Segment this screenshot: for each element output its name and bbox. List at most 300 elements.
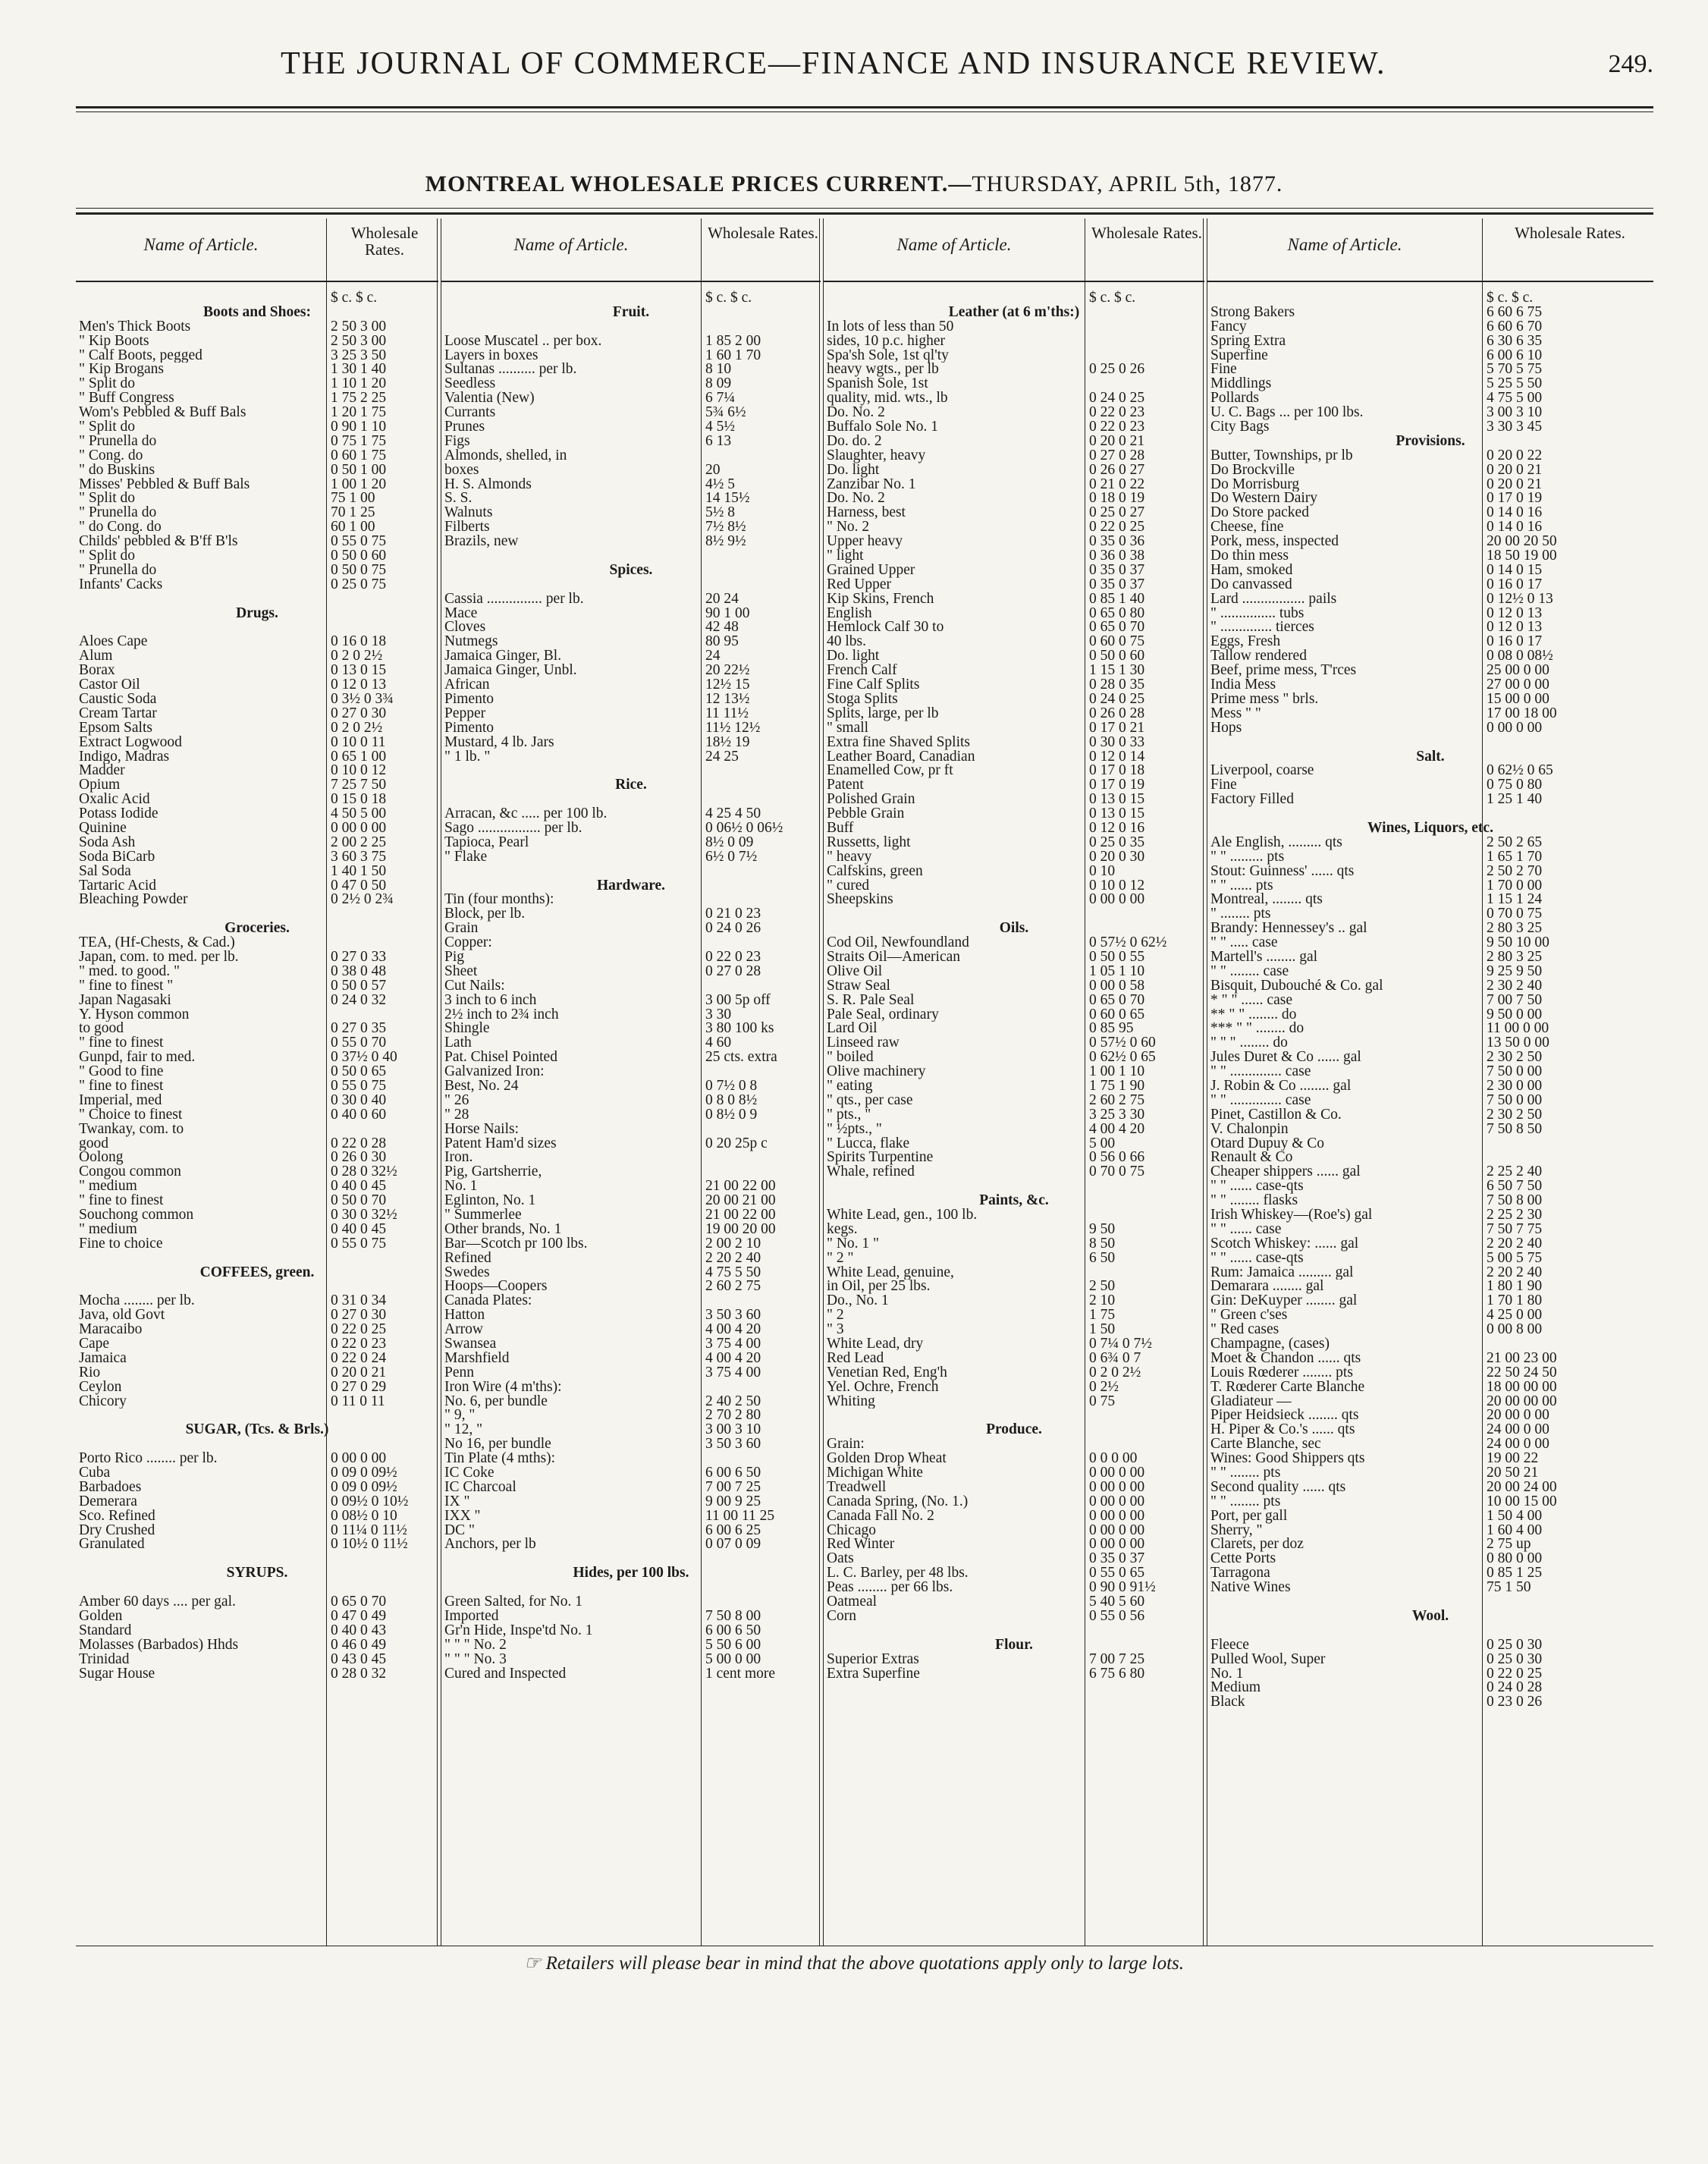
price-row: [1207, 1581, 1653, 1595]
wholesale-rate: 8½ 0 09: [705, 834, 754, 850]
price-row: [824, 1380, 1204, 1395]
wholesale-rate: 2 30 2 50: [1487, 1106, 1543, 1123]
article-name: Figs: [444, 434, 470, 449]
price-row: [76, 1638, 438, 1653]
wholesale-rate: 0 00 0 00: [331, 819, 387, 836]
wholesale-rate: 0 09 0 09½: [331, 1465, 397, 1481]
wholesale-rate: 0 24 0 25: [1089, 390, 1145, 407]
price-row: [824, 1337, 1204, 1352]
article-name: " Choice to finest: [79, 1107, 183, 1123]
price-row: [441, 320, 821, 334]
article-name: Boots and Shoes:: [203, 305, 311, 320]
article-name: Spanish Sole, 1st: [827, 377, 928, 392]
article-name: Venetian Red, Eng'h: [827, 1365, 947, 1380]
wholesale-rate: 6 7¼: [705, 390, 735, 407]
wholesale-rate: 0 26 0 28: [1089, 705, 1145, 721]
wholesale-rate: 0 6¾ 0 7: [1089, 1349, 1141, 1366]
article-name: Almonds, shelled, in: [444, 448, 567, 463]
wholesale-rate: 4½ 5: [705, 476, 735, 492]
article-name: Pale Seal, ordinary: [827, 1007, 939, 1022]
wholesale-rate: 0 20 0 21: [331, 1364, 387, 1380]
article-name: " " ...... case-qts: [1210, 1179, 1304, 1195]
article-name: Moet & Chandon ...... qts: [1210, 1351, 1361, 1366]
article-name: Y. Hyson common: [79, 1007, 190, 1022]
article-name: " No. 2: [827, 520, 870, 536]
wholesale-rate: 6 00 6 50: [705, 1465, 761, 1481]
article-name: Tarragona: [1210, 1566, 1270, 1581]
article-name: " do Cong. do: [79, 520, 162, 536]
price-row: [441, 1581, 821, 1595]
article-name: Cette Ports: [1210, 1552, 1276, 1567]
article-name: Prime mess " brls.: [1210, 692, 1319, 707]
price-row: [441, 836, 821, 850]
price-row: [441, 1395, 821, 1409]
price-row: [76, 492, 438, 506]
article-name: " Prunella do: [79, 506, 157, 521]
wholesale-rate: 24 00 0 00: [1487, 1421, 1549, 1438]
wholesale-rate: 25 00 0 00: [1487, 662, 1549, 679]
price-row: [824, 1667, 1204, 1682]
column-header: [824, 218, 1204, 282]
price-row: [1207, 721, 1653, 736]
article-name: " .............. tierces: [1210, 620, 1314, 636]
article-name: Superfine: [1210, 348, 1268, 363]
price-row: [441, 520, 821, 535]
price-row: [1207, 850, 1653, 865]
section-heading: [824, 1638, 1204, 1653]
price-row: [76, 850, 438, 865]
wholesale-rate: 24: [705, 648, 721, 664]
price-row: [76, 1380, 438, 1395]
wholesale-rate: 1 40 1 50: [331, 862, 387, 879]
price-row: [824, 1624, 1204, 1638]
price-row: [76, 561, 438, 578]
article-name: Drugs.: [236, 606, 278, 621]
wholesale-rate: 0 40 0 60: [331, 1106, 387, 1123]
price-row: [76, 1123, 438, 1137]
wholesale-rate: 7 50 8 00: [705, 1607, 761, 1624]
wholesale-rate: 6 00 6 10: [1487, 347, 1543, 363]
article-name: Superior Extras: [827, 1652, 919, 1667]
article-name: Cape: [79, 1337, 110, 1352]
article-name: Middlings: [1210, 377, 1272, 392]
price-row: [441, 1437, 821, 1452]
price-row: [824, 1509, 1204, 1524]
wholesale-rate: 0 10 0 11: [331, 733, 386, 750]
price-row: [441, 1595, 821, 1610]
price-row: [76, 836, 438, 850]
price-row: [824, 1137, 1204, 1151]
wholesale-rate: 0 27 0 28: [1089, 447, 1145, 463]
price-row: [1207, 1595, 1653, 1610]
article-name: Infants' Cacks: [79, 577, 163, 592]
article-name: Whiting: [827, 1394, 875, 1409]
wholesale-rate: 0 90 0 91½: [1089, 1579, 1156, 1596]
article-name: Cut Nails:: [444, 978, 505, 994]
section-heading: [76, 922, 438, 936]
article-name: * " " ...... case: [1210, 993, 1292, 1008]
article-name: Sheet: [444, 964, 478, 979]
wholesale-rate: 0 26 0 30: [331, 1149, 387, 1166]
article-name: Carte Blanche, sec: [1210, 1437, 1321, 1453]
wholesale-rate: 6½ 0 7½: [705, 848, 758, 865]
article-name: Walnuts: [444, 506, 493, 521]
article-name: Other brands, No. 1: [444, 1222, 562, 1237]
wholesale-rate: 0 56 0 66: [1089, 1149, 1145, 1166]
article-name: Cod Oil, Newfoundland: [827, 936, 969, 950]
article-name: Do. No. 2: [827, 406, 885, 421]
article-name: Anchors, per lb: [444, 1537, 536, 1553]
article-name: " ........ pts: [1210, 907, 1271, 922]
article-name: " " .............. case: [1210, 1093, 1311, 1108]
article-name: S. S.: [444, 492, 473, 507]
price-row: [76, 578, 438, 592]
price-row: [824, 1650, 1204, 1667]
price-row: [824, 664, 1204, 678]
wholesale-rate: 0 28 0 32: [331, 1665, 387, 1682]
price-row: [824, 907, 1204, 922]
wholesale-rate: 7 50 8 00: [1487, 1192, 1543, 1209]
wholesale-rate: 3 00 3 10: [705, 1421, 761, 1438]
page-number: 249.: [1608, 50, 1653, 78]
price-row: [1207, 1423, 1653, 1437]
price-row: [441, 707, 821, 721]
article-name: Slaughter, heavy: [827, 448, 926, 463]
article-name: " Split do: [79, 377, 136, 392]
wholesale-rate: 2 20 2 40: [1487, 1235, 1543, 1252]
wholesale-rate: 0 60 1 75: [331, 447, 387, 463]
price-row: [76, 478, 438, 492]
article-name: Wool.: [1411, 1609, 1449, 1624]
wholesale-rate: 0 35 0 36: [1089, 533, 1145, 550]
article-name: " fine to finest: [79, 1079, 164, 1094]
price-row: [1207, 520, 1653, 535]
article-name: " ............... tubs: [1210, 606, 1305, 621]
article-name: IXX ": [444, 1509, 481, 1524]
wholesale-rate: 27 00 0 00: [1487, 677, 1549, 693]
price-row: [824, 1079, 1204, 1094]
article-name: V. Chalonpin: [1210, 1122, 1289, 1137]
wholesale-rate: 0 20 0 30: [1089, 848, 1145, 865]
article-name: Jamaica: [79, 1351, 127, 1366]
article-name: Pollards: [1210, 391, 1259, 407]
article-name: " 3: [827, 1323, 844, 1338]
price-row: [1207, 1452, 1653, 1466]
price-row: [76, 592, 438, 607]
price-row: [441, 607, 821, 621]
wholesale-rate: 6 75 6 80: [1089, 1665, 1145, 1682]
price-row: [441, 1323, 821, 1337]
price-row: [76, 1552, 438, 1566]
price-row: [441, 1409, 821, 1423]
article-name: " fine to finest: [79, 1036, 164, 1051]
article-name: Provisions.: [1396, 434, 1465, 449]
price-row: [1207, 1208, 1653, 1223]
article-name: Castor Oil: [79, 678, 140, 693]
journal-title: THE JOURNAL OF COMMERCE—FINANCE AND INSURANCE REVIEW.: [281, 46, 1386, 81]
article-name: Do. light: [827, 463, 880, 478]
price-row: [441, 377, 821, 391]
wholesale-rate: 7½ 8½: [705, 519, 746, 536]
price-row: [824, 320, 1204, 334]
price-row: [441, 620, 821, 635]
wholesale-rate: 9 50: [1089, 1220, 1116, 1237]
article-name: Cuba: [79, 1466, 111, 1481]
wholesale-rate: 0 65 0 70: [1089, 619, 1145, 636]
price-row: [1207, 420, 1653, 435]
wholesale-rate: 3 75 4 00: [705, 1336, 761, 1352]
price-row: [824, 1308, 1204, 1323]
wholesale-rate: 0 00 0 00: [1089, 1493, 1145, 1509]
wholesale-rate: 3 30 3 45: [1487, 419, 1543, 435]
price-row: [824, 506, 1204, 520]
wholesale-rate: 6 50 7 50: [1487, 1178, 1543, 1195]
article-name: Brandy: Hennessey's .. gal: [1210, 922, 1367, 937]
article-name: " boiled: [827, 1051, 874, 1066]
price-row: [1207, 649, 1653, 664]
article-name: Spirits Turpentine: [827, 1151, 934, 1166]
price-row: [441, 907, 821, 922]
wholesale-rate: 0 00 0 00: [1089, 1465, 1145, 1481]
article-name: " Flake: [444, 850, 488, 865]
article-name: Liverpool, coarse: [1210, 764, 1314, 779]
price-row: [441, 764, 821, 778]
wholesale-rate: 2 80 3 25: [1487, 920, 1543, 937]
price-list-subtitle: [0, 171, 1708, 197]
price-row: [1207, 862, 1653, 879]
article-name: Do Morrisburg: [1210, 477, 1300, 492]
wholesale-rate: 0 24 0 25: [1089, 690, 1145, 707]
wholesale-rate: 0 13 0 15: [1089, 806, 1145, 822]
article-name: Oatmeal: [827, 1595, 878, 1610]
wholesale-rate: 0 12 0 13: [1487, 605, 1543, 621]
price-row: [76, 893, 438, 907]
article-name: Pimento: [444, 721, 495, 736]
wholesale-rate: 0 00 0 00: [1089, 1522, 1145, 1538]
article-name: Demarara ........ gal: [1210, 1280, 1324, 1295]
wholesale-rate: 6 13: [705, 432, 732, 449]
article-name: Gr'n Hide, Inspe'td No. 1: [444, 1623, 593, 1638]
wholesale-rate: 3 60 3 75: [331, 848, 387, 865]
price-row: [824, 1581, 1204, 1595]
wholesale-rate: 4 00 4 20: [705, 1349, 761, 1366]
article-name: Wines, Liquors, etc.: [1367, 821, 1493, 836]
price-row: [1207, 1008, 1653, 1022]
wholesale-rate: 0 15 0 18: [331, 791, 387, 808]
wholesale-rate: 0 80 0 00: [1487, 1550, 1543, 1567]
wholesale-rate: 0 00 0 58: [1089, 977, 1145, 994]
wholesale-rate: 0 55 0 70: [331, 1035, 387, 1051]
article-name: Tin (four months):: [444, 893, 554, 908]
wholesale-rate: 2 30 2 50: [1487, 1049, 1543, 1066]
wholesale-rate: 0 27 0 30: [331, 705, 387, 721]
wholesale-rate: 80 95: [705, 633, 739, 650]
article-name: Stout: Guinness' ...... qts: [1210, 864, 1355, 879]
wholesale-rate: 0 25 0 27: [1089, 504, 1145, 521]
article-name: " No. 1 ": [827, 1236, 880, 1252]
article-name: Copper:: [444, 936, 492, 950]
section-heading: [824, 306, 1204, 320]
wholesale-rate: 5 25 5 50: [1487, 375, 1543, 392]
wholesale-rate: 20 00 0 00: [1487, 1407, 1549, 1424]
price-row: [824, 690, 1204, 707]
article-name: quality, mid. wts., lb: [827, 391, 948, 407]
wholesale-rate: 7 50 7 75: [1487, 1220, 1543, 1237]
wholesale-rate: 0 60 0 75: [1089, 633, 1145, 650]
article-name: Congou common: [79, 1165, 181, 1180]
wholesale-rate: 10 00 15 00: [1487, 1493, 1557, 1509]
price-row: [441, 1137, 821, 1151]
price-row: [824, 1165, 1204, 1179]
price-row: [1207, 1566, 1653, 1581]
article-name: Demerara: [79, 1494, 137, 1509]
wholesale-rate: 0 12½ 0 13: [1487, 590, 1553, 607]
article-name: Spices.: [609, 563, 653, 578]
wholesale-rate: 0 43 0 45: [331, 1650, 387, 1667]
article-name: India Mess: [1210, 678, 1276, 693]
price-row: [1207, 1366, 1653, 1380]
article-name: Do Brockville: [1210, 463, 1295, 478]
price-row: [824, 764, 1204, 778]
wholesale-rate: 1 cent more: [705, 1665, 776, 1682]
price-row: [441, 1452, 821, 1466]
article-name: 2½ inch to 2¾ inch: [444, 1007, 559, 1022]
name-of-article-heading: Name of Article.: [513, 235, 629, 254]
price-row: [824, 1437, 1204, 1452]
price-row: [824, 778, 1204, 793]
price-row: [441, 1280, 821, 1294]
price-row: [1207, 778, 1653, 793]
wholesale-rate: 0 50 0 57: [331, 977, 387, 994]
article-name: 40 lbs.: [827, 635, 867, 650]
wholesale-rate: 2 25 2 30: [1487, 1207, 1543, 1223]
price-row: [824, 707, 1204, 721]
price-row: [441, 721, 821, 736]
price-row: [76, 1252, 438, 1266]
article-name: Groceries.: [224, 922, 290, 937]
article-name: Do thin mess: [1210, 549, 1289, 564]
price-row: [1207, 1249, 1653, 1266]
article-name: COFFEES, green.: [199, 1265, 315, 1280]
wholesale-rate: 6 60 6 75: [1487, 303, 1543, 320]
wholesale-rate: 2 30 2 40: [1487, 977, 1543, 994]
article-name: Dry Crushed: [79, 1523, 155, 1538]
price-row: [824, 750, 1204, 765]
wholesale-rate: 0 55 0 75: [331, 1235, 387, 1252]
price-row: [824, 1466, 1204, 1481]
price-row: [1207, 736, 1653, 750]
article-name: " eating: [827, 1079, 873, 1094]
wholesale-rate: 0 40 0 43: [331, 1622, 387, 1638]
article-name: Oils.: [999, 922, 1029, 937]
price-row: [1207, 1179, 1653, 1194]
wholesale-rate: 8½ 9½: [705, 533, 746, 550]
article-name: Lard ................. pails: [1210, 592, 1337, 607]
wholesale-rate: 5 00 5 75: [1487, 1249, 1543, 1266]
article-name: *** " " ........ do: [1210, 1022, 1305, 1037]
wholesale-rate: 1 60 4 00: [1487, 1522, 1543, 1538]
article-name: City Bags: [1210, 420, 1270, 435]
wholesale-rate: 0 11¼ 0 11½: [331, 1522, 407, 1538]
article-name: No. 1: [444, 1179, 478, 1195]
article-name: " fine to finest ": [79, 978, 174, 994]
article-name: Imperial, med: [79, 1093, 162, 1108]
price-row: [76, 1607, 438, 1624]
wholesale-rate: 4 25 0 00: [1487, 1307, 1543, 1324]
wholesale-rate: 6 00 6 25: [705, 1522, 761, 1538]
wholesale-rate: 7 00 7 50: [1487, 991, 1543, 1008]
wholesale-rates-heading: Wholesale Rates.: [708, 224, 818, 242]
price-row: [441, 733, 821, 750]
wholesale-rate: 0 30 0 32½: [331, 1207, 397, 1223]
wholesale-rates-heading: Wholesale Rates.: [1091, 224, 1202, 242]
wholesale-rate: 0 22 0 25: [1487, 1665, 1543, 1682]
price-row: [824, 492, 1204, 506]
wholesale-rate: 0 14 0 16: [1487, 519, 1543, 536]
price-row: [1207, 320, 1653, 334]
price-row: [76, 449, 438, 463]
price-row: [441, 578, 821, 592]
price-row: [441, 1509, 821, 1524]
article-name: Valentia (New): [444, 391, 535, 407]
wholesale-rate: 0 08 0 08½: [1487, 648, 1553, 664]
article-name: Louis Rœderer ........ pts: [1210, 1365, 1353, 1380]
article-name: French Calf: [827, 664, 897, 679]
price-row: [1207, 391, 1653, 406]
wholesale-rate: 0 20 0 22: [1487, 447, 1543, 463]
price-row: [1207, 1349, 1653, 1366]
name-of-article-heading: Name of Article.: [896, 235, 1012, 254]
price-row: [441, 991, 821, 1008]
wholesale-rate: 0 55 0 75: [331, 533, 387, 550]
wholesale-rate: 0 09½ 0 10½: [331, 1493, 409, 1509]
wholesale-rate: 0 10: [1089, 862, 1116, 879]
price-row: [824, 793, 1204, 807]
wholesale-rate: 0 21 0 23: [705, 906, 761, 922]
article-name: Alum: [79, 649, 113, 664]
wholesale-rate: 0 00 0 00: [1089, 1536, 1145, 1553]
article-name: Champagne, (cases): [1210, 1337, 1330, 1352]
price-row: [824, 979, 1204, 994]
article-name: " " ..... case: [1210, 936, 1278, 950]
article-name: " qts., per case: [827, 1093, 913, 1108]
wholesale-rate: 0 50 0 75: [331, 561, 387, 578]
wholesale-rate: 1 70 1 80: [1487, 1292, 1543, 1309]
price-row: [76, 291, 438, 306]
price-row: [1207, 1650, 1653, 1667]
article-name: Pat. Chisel Pointed: [444, 1051, 557, 1066]
article-name: Spa'sh Sole, 1st ql'ty: [827, 348, 949, 363]
article-name: " Calf Boots, pegged: [79, 348, 203, 363]
article-name: Pepper: [444, 706, 486, 721]
price-row: [76, 907, 438, 922]
wholesale-rate: 2 50: [1089, 1278, 1116, 1295]
article-name: Flour.: [995, 1638, 1033, 1653]
wholesale-rate: 0 10 0 12: [1089, 877, 1145, 894]
price-row: [824, 1349, 1204, 1366]
article-name: Butter, Townships, pr lb: [1210, 448, 1353, 463]
article-name: Lath: [444, 1036, 472, 1051]
article-name: kegs.: [827, 1222, 858, 1237]
price-row: [76, 1624, 438, 1638]
wholesale-rate: 0 16 0 18: [331, 633, 387, 650]
wholesale-rate: 18 00 00 00: [1487, 1378, 1557, 1395]
article-name: Russetts, light: [827, 835, 911, 850]
wholesale-rate: 0 17 0 18: [1089, 762, 1145, 779]
price-row: [1207, 635, 1653, 649]
column-header: [441, 218, 821, 282]
article-name: Paints, &c.: [979, 1194, 1049, 1209]
